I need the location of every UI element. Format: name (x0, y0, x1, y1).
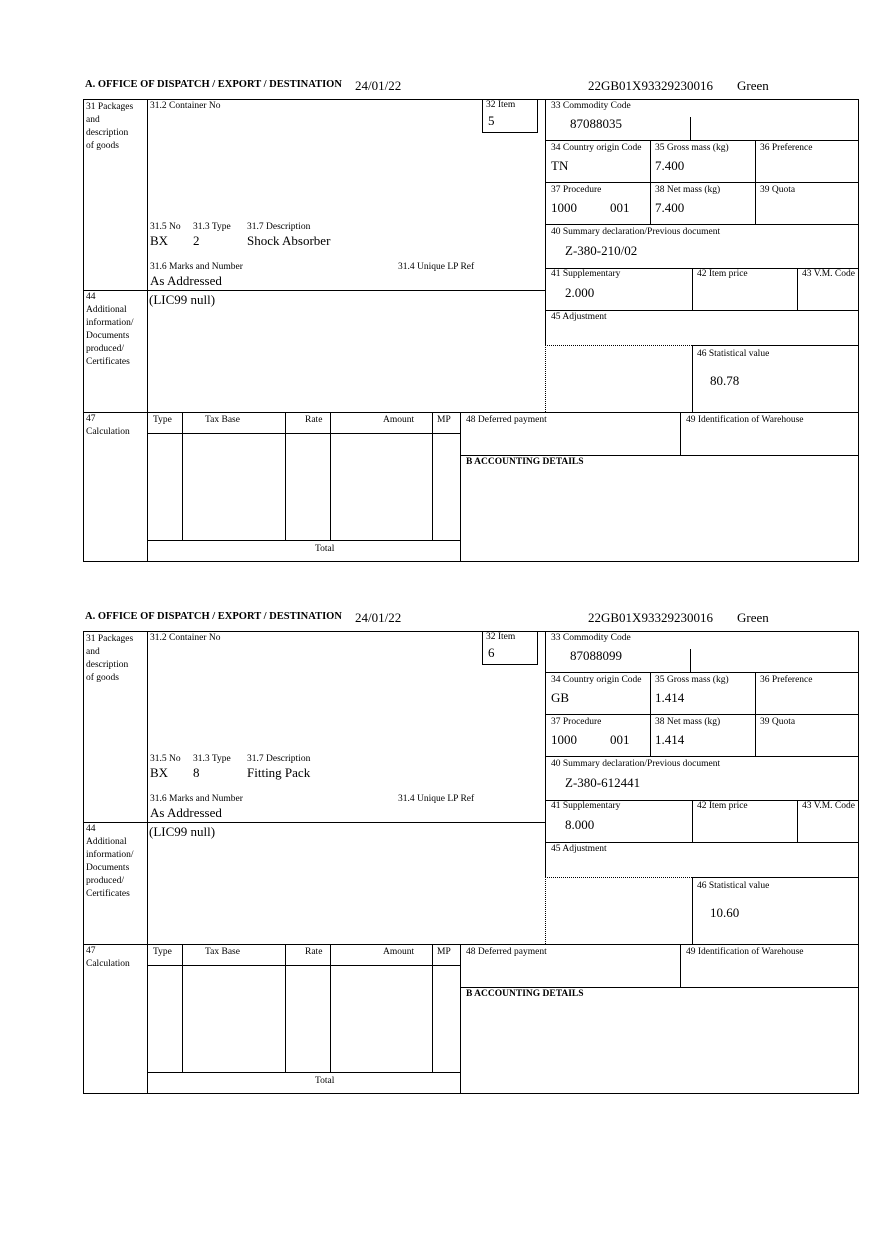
commodity-code-value: 87088035 (570, 116, 622, 131)
box31-label-line: description (86, 660, 129, 670)
vm-code-label: 43 V.M. Code (802, 269, 855, 279)
routing-indicator: Green (737, 610, 769, 625)
gross-mass-value: 7.400 (655, 158, 685, 173)
calc-header-amount: Amount (383, 415, 415, 425)
box44-label-line: produced/ (86, 344, 124, 354)
divider-line (545, 99, 546, 345)
divider-line (182, 412, 183, 540)
routing-indicator: Green (737, 78, 769, 93)
divider-line (83, 822, 545, 823)
divider-line (692, 268, 693, 310)
box44-label-line: 44 (86, 824, 96, 834)
divider-line (545, 842, 859, 843)
divider-line (432, 944, 433, 1072)
box31-label-line: 31 Packages (86, 102, 134, 112)
calc-header-mp: MP (437, 947, 451, 957)
declaration-reference: 22GB01X93329230016 (588, 78, 713, 93)
box47-label-line: 47 (86, 414, 96, 424)
box44-label-line: information/ (86, 318, 134, 328)
accounting-details-heading: B ACCOUNTING DETAILS (466, 457, 584, 467)
pkg-no-label: 31.5 No (150, 754, 181, 764)
box31-label-line: of goods (86, 673, 119, 683)
net-mass-label: 38 Net mass (kg) (655, 717, 721, 727)
supplementary-label: 41 Supplementary (551, 269, 621, 279)
pkg-no-value: BX (150, 233, 169, 248)
box44-label-line: Additional (86, 305, 127, 315)
divider-line (797, 268, 798, 310)
box44-label-line: Certificates (86, 357, 130, 367)
item-block (0, 610, 882, 1096)
item-block (0, 78, 882, 564)
divider-line (545, 182, 859, 183)
commodity-code-label: 33 Commodity Code (551, 101, 631, 111)
commodity-code-label: 33 Commodity Code (551, 633, 631, 643)
goods-description-value: Shock Absorber (247, 233, 331, 248)
declaration-date: 24/01/22 (355, 610, 402, 625)
office-of-dispatch-heading: A. OFFICE OF DISPATCH / EXPORT / DESTINATION (85, 79, 342, 90)
divider-line (432, 412, 433, 540)
preference-label: 36 Preference (760, 143, 813, 153)
divider-line (330, 412, 331, 540)
unique-lp-ref-label: 31.4 Unique LP Ref (398, 262, 475, 272)
supplementary-label: 41 Supplementary (551, 801, 621, 811)
box44-label-line: Additional (86, 837, 127, 847)
box44-label-line: Certificates (86, 889, 130, 899)
box44-label-line: Documents (86, 331, 130, 341)
statistical-value-label: 46 Statistical value (697, 349, 770, 359)
office-of-dispatch-heading: A. OFFICE OF DISPATCH / EXPORT / DESTINATION (85, 611, 342, 622)
procedure-extension-value: 001 (610, 732, 630, 747)
box44-label-line: information/ (86, 850, 134, 860)
calc-header-taxbase: Tax Base (205, 947, 240, 957)
procedure-label: 37 Procedure (551, 185, 602, 195)
pkg-no-value: BX (150, 765, 169, 780)
marks-value: As Addressed (150, 273, 222, 288)
procedure-label: 37 Procedure (551, 717, 602, 727)
previous-document-label: 40 Summary declaration/Previous document (551, 227, 721, 237)
box44-label-line: 44 (86, 292, 96, 302)
box44-label-line: Documents (86, 863, 130, 873)
calc-header-type: Type (153, 415, 172, 425)
divider-line (545, 756, 859, 757)
divider-line (545, 714, 859, 715)
dotted-divider-line (545, 877, 546, 944)
supplementary-value: 2.000 (565, 285, 595, 300)
vm-code-label: 43 V.M. Code (802, 801, 855, 811)
adjustment-label: 45 Adjustment (551, 312, 607, 322)
box47-label-line: 47 (86, 946, 96, 956)
marks-label: 31.6 Marks and Number (150, 262, 243, 272)
divider-line (680, 412, 681, 455)
unique-lp-ref-label: 31.4 Unique LP Ref (398, 794, 475, 804)
pkg-type-value: 8 (193, 765, 200, 780)
marks-label: 31.6 Marks and Number (150, 794, 243, 804)
divider-line (797, 800, 798, 842)
accounting-details-heading: B ACCOUNTING DETAILS (466, 989, 584, 999)
box47-label-line: Calculation (86, 959, 130, 969)
pkg-type-value: 2 (193, 233, 200, 248)
net-mass-value: 7.400 (655, 200, 685, 215)
dotted-divider-line (545, 877, 692, 878)
divider-line (545, 631, 546, 877)
quota-label: 39 Quota (760, 185, 796, 195)
form-outer-border (83, 631, 859, 1094)
declaration-date: 24/01/22 (355, 78, 402, 93)
form-outer-border (83, 99, 859, 562)
divider-line (147, 433, 460, 434)
net-mass-value: 1.414 (655, 732, 685, 747)
divider-line (692, 877, 859, 878)
container-no-label: 31.2 Container No (150, 633, 221, 643)
goods-description-value: Fitting Pack (247, 765, 311, 780)
previous-document-value: Z-380-612441 (565, 775, 641, 790)
divider-line (690, 649, 691, 672)
item-price-label: 42 Item price (697, 269, 748, 279)
divider-line (482, 132, 538, 133)
supplementary-value: 8.000 (565, 817, 595, 832)
warehouse-id-label: 49 Identification of Warehouse (686, 947, 804, 957)
item-number-value: 5 (488, 113, 495, 128)
container-no-label: 31.2 Container No (150, 101, 221, 111)
additional-information-value: (LIC99 null) (149, 824, 216, 839)
gross-mass-label: 35 Gross mass (kg) (655, 143, 729, 153)
divider-line (460, 455, 859, 456)
divider-line (692, 345, 859, 346)
preference-label: 36 Preference (760, 675, 813, 685)
divider-line (482, 631, 483, 664)
pkg-no-label: 31.5 No (150, 222, 181, 232)
divider-line (147, 965, 460, 966)
declaration-reference: 22GB01X93329230016 (588, 610, 713, 625)
divider-line (537, 99, 538, 132)
statistical-value: 10.60 (710, 905, 740, 920)
box31-label-line: description (86, 128, 129, 138)
country-origin-value: TN (551, 158, 569, 173)
divider-line (482, 99, 483, 132)
additional-information-value: (LIC99 null) (149, 292, 216, 307)
box31-label-line: and (86, 115, 100, 125)
procedure-extension-value: 001 (610, 200, 630, 215)
calc-header-type: Type (153, 947, 172, 957)
divider-line (285, 944, 286, 1072)
country-origin-value: GB (551, 690, 570, 705)
calc-header-rate: Rate (305, 415, 323, 425)
calc-total-label: Total (315, 544, 335, 554)
divider-line (692, 800, 693, 842)
calc-header-amount: Amount (383, 947, 415, 957)
dotted-divider-line (545, 345, 692, 346)
procedure-code-value: 1000 (551, 732, 577, 747)
marks-value: As Addressed (150, 805, 222, 820)
divider-line (692, 877, 693, 944)
box31-label-line: and (86, 647, 100, 657)
divider-line (545, 224, 859, 225)
divider-line (182, 944, 183, 1072)
procedure-code-value: 1000 (551, 200, 577, 215)
divider-line (147, 631, 148, 1094)
item-price-label: 42 Item price (697, 801, 748, 811)
divider-line (482, 664, 538, 665)
calc-total-label: Total (315, 1076, 335, 1086)
divider-line (460, 987, 859, 988)
calc-header-taxbase: Tax Base (205, 415, 240, 425)
divider-line (460, 944, 461, 1094)
divider-line (545, 672, 859, 673)
divider-line (460, 412, 461, 562)
box47-label-line: Calculation (86, 427, 130, 437)
deferred-payment-label: 48 Deferred payment (466, 947, 547, 957)
pkg-type-label: 31.3 Type (193, 222, 231, 232)
divider-line (285, 412, 286, 540)
divider-line (692, 345, 693, 412)
box31-label-line: of goods (86, 141, 119, 151)
warehouse-id-label: 49 Identification of Warehouse (686, 415, 804, 425)
divider-line (330, 944, 331, 1072)
divider-line (83, 412, 859, 413)
adjustment-label: 45 Adjustment (551, 844, 607, 854)
calc-header-mp: MP (437, 415, 451, 425)
divider-line (545, 140, 859, 141)
divider-line (537, 631, 538, 664)
box44-label-line: produced/ (86, 876, 124, 886)
country-origin-label: 34 Country origin Code (551, 143, 642, 153)
divider-line (680, 944, 681, 987)
deferred-payment-label: 48 Deferred payment (466, 415, 547, 425)
divider-line (545, 310, 859, 311)
divider-line (83, 290, 545, 291)
description-label: 31.7 Description (247, 754, 311, 764)
pkg-type-label: 31.3 Type (193, 754, 231, 764)
divider-line (83, 944, 859, 945)
statistical-value: 80.78 (710, 373, 740, 388)
net-mass-label: 38 Net mass (kg) (655, 185, 721, 195)
previous-document-label: 40 Summary declaration/Previous document (551, 759, 721, 769)
country-origin-label: 34 Country origin Code (551, 675, 642, 685)
item-label: 32 Item (486, 632, 516, 642)
previous-document-value: Z-380-210/02 (565, 243, 638, 258)
gross-mass-label: 35 Gross mass (kg) (655, 675, 729, 685)
divider-line (147, 1072, 460, 1073)
item-number-value: 6 (488, 645, 495, 660)
divider-line (147, 540, 460, 541)
divider-line (690, 117, 691, 140)
dotted-divider-line (545, 345, 546, 412)
description-label: 31.7 Description (247, 222, 311, 232)
divider-line (147, 99, 148, 562)
calc-header-rate: Rate (305, 947, 323, 957)
box31-label-line: 31 Packages (86, 634, 134, 644)
statistical-value-label: 46 Statistical value (697, 881, 770, 891)
quota-label: 39 Quota (760, 717, 796, 727)
gross-mass-value: 1.414 (655, 690, 685, 705)
commodity-code-value: 87088099 (570, 648, 622, 663)
item-label: 32 Item (486, 100, 516, 110)
